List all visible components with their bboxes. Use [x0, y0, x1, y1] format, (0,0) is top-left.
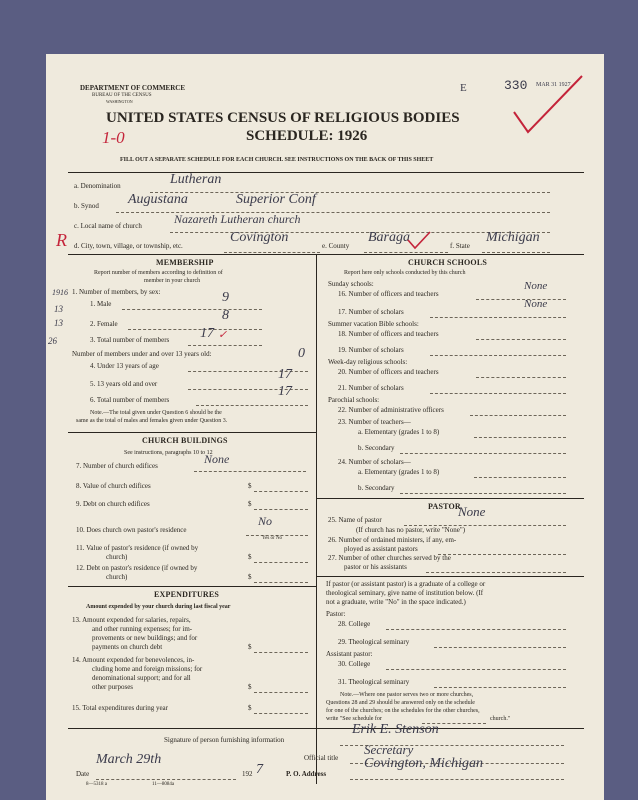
year-value[interactable]: 7: [256, 762, 263, 777]
q28-label: 28. College: [338, 620, 371, 628]
signature-label: Signature of person furnishing information: [164, 736, 285, 744]
instructions: FILL OUT A SEPARATE SCHEDULE FOR EACH CHURCH. SEE INSTRUCTIONS ON THE BACK OF THIS SHEET: [120, 157, 434, 163]
dept-name: DEPARTMENT OF COMMERCE: [80, 84, 186, 92]
q7-value[interactable]: None: [204, 452, 230, 466]
q-male-label: 1. Male: [90, 300, 112, 308]
q27-label: 27. Number of other churches served by the: [328, 554, 451, 562]
form-code-1: 8—5318 a: [86, 782, 107, 787]
membership-note1: Note.—The total given under Question 6 should be the: [90, 410, 222, 416]
male-count[interactable]: 9: [222, 290, 229, 305]
q10-label: 10. Does church own pastor's residence: [76, 526, 187, 534]
q8-label: 8. Value of church edifices: [76, 482, 151, 490]
red-margin-mark: 1-0: [102, 128, 125, 147]
date-value[interactable]: March 29th: [96, 752, 162, 767]
header-rule: [68, 172, 584, 173]
stamp-date: MAR 31 1927: [536, 82, 571, 88]
q6-label: 6. Total number of members: [90, 396, 170, 404]
county-label: e. County: [322, 242, 350, 250]
margin-note-13b: 13: [54, 318, 63, 328]
q25-value[interactable]: None: [458, 504, 486, 519]
po-address-value[interactable]: Covington, Michigan: [364, 756, 483, 771]
schools-heading: CHURCH SCHOOLS: [408, 258, 488, 267]
q29-label: 29. Theological seminary: [338, 638, 410, 646]
column-divider: [316, 254, 317, 784]
membership-note2: same as the total of males and females given under Question 3.: [76, 418, 228, 424]
q3-label: 3. Total number of members: [90, 336, 170, 344]
margin-note-1916: 1916: [52, 288, 68, 297]
q23-label: 23. Number of teachers—: [338, 418, 411, 426]
synod-conference-value[interactable]: Superior Conf: [236, 192, 316, 207]
buildings-heading: CHURCH BUILDINGS: [142, 436, 228, 445]
q14-label: 14. Amount expended for benevolences, in-: [72, 656, 195, 664]
synod-label: b. Synod: [74, 202, 99, 210]
q5-label: 5. 13 years old and over: [90, 380, 158, 388]
state-label: f. State: [450, 242, 470, 250]
q17-value[interactable]: None: [524, 298, 548, 310]
official-title-label: Official title: [304, 754, 339, 762]
q-age-label: Number of members under and over 13 years old:: [72, 350, 212, 358]
under-13-count[interactable]: 0: [298, 346, 305, 361]
q17-label: 17. Number of scholars: [338, 308, 404, 316]
q10-value[interactable]: No: [258, 514, 273, 528]
q7-label: 7. Number of church edifices: [76, 462, 158, 470]
stamp-number: 330: [504, 78, 528, 93]
section-rule: [68, 254, 584, 255]
bureau-name: BUREAU OF THE CENSUS: [92, 93, 152, 98]
city-value[interactable]: Covington: [230, 230, 289, 245]
q9-label: 9. Debt on church edifices: [76, 500, 150, 508]
signature-value[interactable]: Erik E. Stenson: [352, 722, 439, 737]
q21-label: 21. Number of scholars: [338, 384, 404, 392]
county-value[interactable]: Baraga: [368, 230, 410, 245]
q10-hint: Yes or No: [262, 536, 283, 541]
over-13-count[interactable]: 17: [278, 367, 292, 382]
membership-sub1: Report number of members according to definition of: [94, 270, 223, 276]
state-value[interactable]: Michigan: [486, 230, 540, 245]
q1-label: 1. Number of members, by sex:: [72, 288, 161, 296]
q16-value[interactable]: None: [524, 280, 548, 292]
q12-label: 12. Debt on pastor's residence (if owned by: [76, 564, 198, 572]
po-address-label: P. O. Address: [286, 770, 327, 778]
q30-label: 30. College: [338, 660, 371, 668]
official-title-value[interactable]: Secretary: [364, 742, 414, 757]
buildings-sub: See instructions, paragraphs 10 to 12: [124, 450, 213, 456]
church-name-label: c. Local name of church: [74, 222, 142, 230]
membership-sub2: member in your church: [144, 278, 201, 284]
margin-note-26: 26: [48, 336, 57, 346]
q11-label: 11. Value of pastor's residence (if owned by: [76, 544, 199, 552]
q18-label: 18. Number of officers and teachers: [338, 330, 439, 338]
q-female-label: 2. Female: [90, 320, 118, 328]
membership-heading: MEMBERSHIP: [156, 258, 214, 267]
date-label: Date: [76, 770, 90, 778]
city-name: WASHINGTON: [106, 99, 133, 104]
census-form-page: DEPARTMENT OF COMMERCE BUREAU OF THE CENSUS WASHINGTON E 330 MAR 31 1927 UNITED STATES CENSUS OF RELIGIOUS BODIES SCHEDULE: 1926 1-0 FILL OUT A SEPARATE SCHEDULE FOR EACH CHURCH. SEE INSTRUCTIONS ON THE BACK OF THIS SHEET a. Denomination Lutheran b. Synod Augustana Superior Conf c. Local name of church Nazareth Lutheran church R d. City, town, village, or township, etc. Covington e. County Baraga f. State Michigan MEMBERSHIP Report number of members according to definition of member in your church 1916 1. Number of members, by sex: 13 1. Male 9 13 2. Female 8 26 3. Total number of members 17 ✓ Number of members under and over 13 years old: 4. Under 13 years of age 0 5. 13 years old and over 17 6. Total number of members 17 Note.—The total given under Question 6 should be the same as the total of males and females given under Question 3. CHURCH BUILDINGS See instructions, paragraphs 10 to 12 7. Number of church edifices None 8. Value of church edifices $ 9. Debt on church edifices $ 10. Does church own pastor's residence No Yes or No 11. Value of pastor's residence (if owned by church) $ 12. Debt on pastor's residence (if owned by church) $ EXPENDITURES Amount expended by your church during last fiscal year 13. Amount expended for salaries, repairs, and other running expenses; for im- provements or new buildings; and for payments on church debt $ 14. Amount expended for benevolences, in- cluding home and foreign missions; for denominational support; and for all other purposes $ 15. Total expenditures during year $ CHURCH SCHOOLS Report here only schools conducted by this church Sunday schools: 16. Number of officers and teachers None 17. Number of scholars None Summer vacation Bible schools: 18. Number of officers and teachers 19. Number of scholars Week-day religious schools: 20. Number of officers and teachers 21. Number of scholars Parochial schools: 22. Number of administrative officers 23. Number of teachers— a. Elementary (grades 1 to 8) b. Secondary 24. Number of scholars— a. Elementary (grades 1 to 8) b. Secondary PASTOR 25. Name of pastor None (If church has no pastor, write "None") 26. Number of ordained ministers, if any, em- ployed as assistant pastors 27. Number of other churches served by the pastor or his assistants If pastor (or assistant pastor) is a graduate of a college or theological seminary, give name of institution below. (If not a graduate, write "No" in the space indicated.) Pastor: 28. College 29. Theological seminary Assistant pastor: 30. College 31. Theological seminary Note.—Where one pastor serves two or more churches, Questions 28 and 29 should be answered only on the schedule for one of the churches; on the schedules for the other churches, write "See schedule for church." Signature of person furnishing information Erik E. Stenson Official title Secretary Date March 29th 192 7 P. O. Address Covington, Michigan 8—5318 a 11—8084a: [46, 54, 604, 800]
schedule-title: SCHEDULE: 1926: [246, 128, 368, 144]
margin-note-13a: 13: [54, 304, 63, 314]
city-label: d. City, town, village, or township, etc.: [74, 242, 183, 250]
q22-label: 22. Number of administrative officers: [338, 406, 444, 414]
red-r-mark: R: [56, 230, 67, 250]
q20-label: 20. Number of officers and teachers: [338, 368, 439, 376]
female-count[interactable]: 8: [222, 308, 229, 323]
schools-sub: Report here only schools conducted by this church: [344, 270, 466, 276]
expenditures-sub: Amount expended by your church during last fiscal year: [86, 604, 231, 610]
denomination-value[interactable]: Lutheran: [170, 172, 222, 187]
q13-label: 13. Amount expended for salaries, repairs,: [72, 616, 191, 624]
red-check-mark: [512, 74, 584, 136]
red-tick: [406, 230, 432, 250]
pastor-heading: PASTOR: [428, 502, 461, 511]
q26-label: 26. Number of ordained ministers, if any, em-: [328, 536, 457, 544]
total-6-count[interactable]: 17: [278, 384, 292, 399]
q16-label: 16. Number of officers and teachers: [338, 290, 439, 298]
form-code-2: 11—8084a: [152, 782, 175, 787]
denomination-label: a. Denomination: [74, 182, 121, 190]
total-members[interactable]: 17: [200, 326, 214, 341]
synod-value[interactable]: Augustana: [128, 192, 188, 207]
q4-label: 4. Under 13 years of age: [90, 362, 159, 370]
expenditures-heading: EXPENDITURES: [154, 590, 220, 599]
q25-label: 25. Name of pastor: [328, 516, 382, 524]
stamp-letter: E: [460, 82, 467, 94]
q19-label: 19. Number of scholars: [338, 346, 404, 354]
church-name-value[interactable]: Nazareth Lutheran church: [174, 212, 301, 226]
q31-label: 31. Theological seminary: [338, 678, 410, 686]
q15-label: 15. Total expenditures during year: [72, 704, 168, 712]
q24-label: 24. Number of scholars—: [338, 458, 411, 466]
form-title: UNITED STATES CENSUS OF RELIGIOUS BODIES: [106, 110, 460, 126]
